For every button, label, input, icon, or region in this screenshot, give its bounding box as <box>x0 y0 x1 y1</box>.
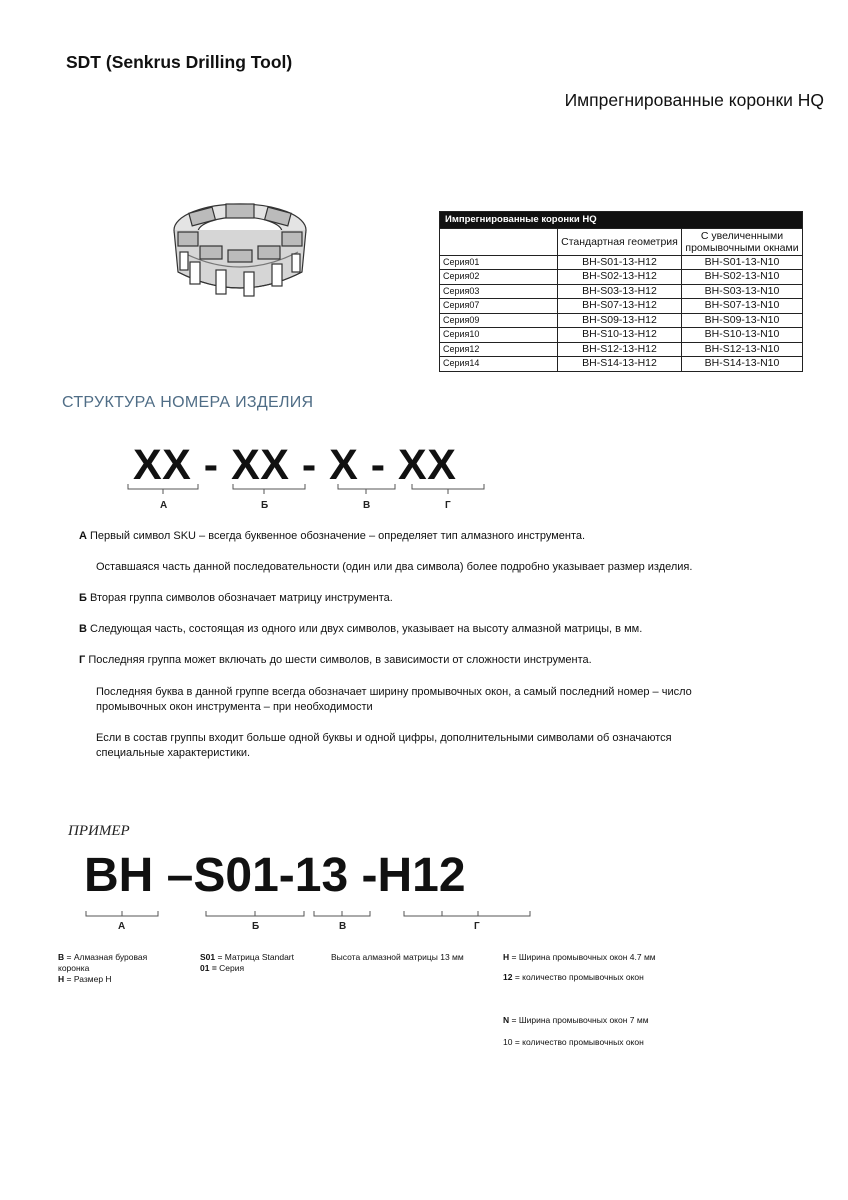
table-caption: Импрегнированные коронки HQ <box>440 212 803 229</box>
example-note-b2-text: Серия <box>216 963 245 973</box>
structure-heading: СТРУКТУРА НОМЕРА ИЗДЕЛИЯ <box>62 394 314 411</box>
example-bracket-g <box>404 911 530 916</box>
series-table <box>439 211 803 372</box>
table-header-series <box>440 228 558 255</box>
enlarged-cell: BH-S12-13-N10 <box>682 342 803 357</box>
description-v-letter: В <box>79 623 87 635</box>
series-cell: Серия01 <box>440 255 558 270</box>
enlarged-cell: BH-S02-13-N10 <box>682 270 803 285</box>
table-row <box>440 270 803 285</box>
series-cell: Серия14 <box>440 357 558 372</box>
example-note-v: Высота алмазной матрицы 13 мм <box>331 952 464 962</box>
description-a <box>79 529 585 544</box>
pattern-label-b: Б <box>261 500 269 511</box>
description-g-sub2: Если в состав группы входит больше одной буквы и одной цифры, дополнительными символами об означаются специальные характеристики. <box>96 732 672 759</box>
example-note-a1-text: = Алмазная буровая коронка <box>58 952 148 973</box>
standard-cell: BH-S03-13-H12 <box>558 284 682 299</box>
description-v-text: Следующая часть, состоящая из одного или двух символов, указывает на высоту алмазной матрицы, в мм. <box>90 623 643 635</box>
example-label-b: Б <box>252 921 260 932</box>
pattern-label-g: Г <box>445 500 451 511</box>
series-cell: Серия07 <box>440 299 558 314</box>
series-cell: Серия03 <box>440 284 558 299</box>
example-note-b1-key: S01 <box>200 952 216 962</box>
series-cell: Серия12 <box>440 342 558 357</box>
example-note-a1-key: B <box>58 952 65 962</box>
example-label-v: В <box>339 921 347 932</box>
enlarged-cell: BH-S14-13-N10 <box>682 357 803 372</box>
pattern-label-a: А <box>160 500 168 511</box>
example-note-g3-text: = Ширина промывочных окон 7 мм <box>509 1015 649 1025</box>
example-bracket-a <box>86 911 158 916</box>
table-header-enlarged: С увеличенными промывочными окнами <box>682 228 803 255</box>
impregnated-core-bit-icon <box>160 192 320 310</box>
example-note-g4: 10 = количество промывочных окон <box>503 1037 644 1047</box>
standard-cell: BH-S02-13-H12 <box>558 270 682 285</box>
example-note-g3 <box>503 1015 649 1026</box>
standard-cell: BH-S14-13-H12 <box>558 357 682 372</box>
example-note-a2-key: H <box>58 974 65 984</box>
description-g-text: Последняя группа может включать до шести символов, в зависимости от сложности инструмента. <box>88 654 592 666</box>
series-cell: Серия09 <box>440 313 558 328</box>
code-pattern: XX - XX - X - XX <box>133 441 457 489</box>
table-row <box>440 299 803 314</box>
description-g-letter: Г <box>79 654 86 666</box>
description-b <box>79 591 393 606</box>
example-note-a2 <box>58 974 112 985</box>
series-cell: Серия10 <box>440 328 558 343</box>
document-title: Импрегнированные коронки HQ <box>564 90 824 110</box>
table-body <box>440 255 803 371</box>
standard-cell: BH-S01-13-H12 <box>558 255 682 270</box>
enlarged-cell: BH-S07-13-N10 <box>682 299 803 314</box>
standard-cell: BH-S10-13-H12 <box>558 328 682 343</box>
table-row <box>440 255 803 270</box>
example-heading: ПРИМЕР <box>68 823 130 839</box>
table-row <box>440 284 803 299</box>
enlarged-cell: BH-S10-13-N10 <box>682 328 803 343</box>
example-note-g2-text: = количество промывочных окон <box>512 972 644 982</box>
enlarged-cell: BH-S01-13-N10 <box>682 255 803 270</box>
example-note-g1-text: = Ширина промывочных окон 4.7 мм <box>509 952 656 962</box>
example-note-g2-key: 12 <box>503 972 513 982</box>
table-row <box>440 357 803 372</box>
example-note-b1-text: = Матрица Standart <box>215 952 294 962</box>
description-a-letter: А <box>79 530 87 542</box>
series-cell: Серия02 <box>440 270 558 285</box>
example-bracket-v <box>314 911 370 916</box>
example-note-b2-key: 01 = <box>200 963 217 973</box>
description-g <box>79 653 592 668</box>
example-label-a: А <box>118 921 126 932</box>
pattern-label-v: В <box>363 500 371 511</box>
example-note-g2 <box>503 972 644 983</box>
table-row <box>440 328 803 343</box>
description-a-text: Первый символ SKU – всегда буквенное обозначение – определяет тип алмазного инструмента. <box>90 530 586 542</box>
example-label-g: Г <box>474 921 480 932</box>
description-v <box>79 622 642 637</box>
description-b-text: Вторая группа символов обозначает матрицу инструмента. <box>89 592 393 604</box>
example-note-g3-key: N <box>503 1015 510 1025</box>
enlarged-cell: BH-S09-13-N10 <box>682 313 803 328</box>
enlarged-cell: BH-S03-13-N10 <box>682 284 803 299</box>
table-row <box>440 313 803 328</box>
example-note-a1 <box>58 952 168 974</box>
example-note-g1 <box>503 952 656 963</box>
company-name: SDT (Senkrus Drilling Tool) <box>66 52 293 72</box>
standard-cell: BH-S12-13-H12 <box>558 342 682 357</box>
example-code: BH –S01-13 -H12 <box>84 849 466 902</box>
description-b-letter: Б <box>79 592 87 604</box>
example-note-a2-text: = Размер H <box>64 974 112 984</box>
standard-cell: BH-S07-13-H12 <box>558 299 682 314</box>
example-note-b2 <box>200 963 244 974</box>
example-bracket-b <box>206 911 304 916</box>
example-note-g1-key: H <box>503 952 510 962</box>
example-note-b1 <box>200 952 294 963</box>
description-a-sub: Оставшаяся часть данной последовательности (один или два символа) более подробно указывает размер изделия. <box>96 561 693 573</box>
table-header-standard: Стандартная геометрия <box>558 228 682 255</box>
table-row <box>440 342 803 357</box>
description-g-sub1: Последняя буква в данной группе всегда обозначает ширину промывочных окон, а самый последний номер – число промывочных окон инструмента – при необходимости <box>96 686 692 713</box>
standard-cell: BH-S09-13-H12 <box>558 313 682 328</box>
